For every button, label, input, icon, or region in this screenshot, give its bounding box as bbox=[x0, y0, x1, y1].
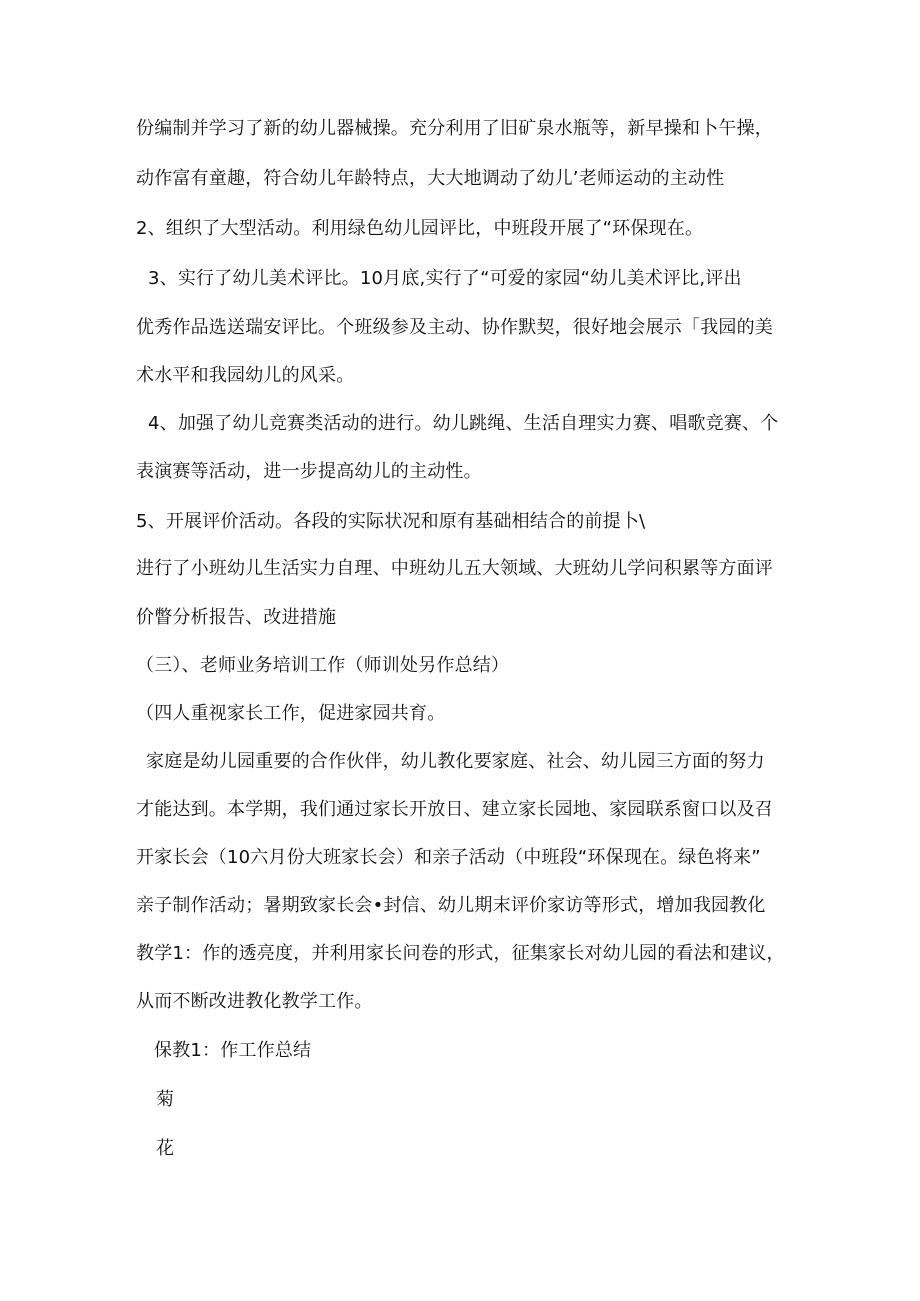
text-line: 家庭是幼儿园重要的合作伙伴，幼儿教化要家庭、社会、幼儿园三方面的努力 bbox=[146, 751, 765, 772]
text-line: 表演赛等活动，进一步提高幼儿的主动性。 bbox=[136, 461, 482, 482]
text-line: 进行了小班幼儿生活实力自理、中班幼儿五大领域、大班幼儿学问积累等方面评 bbox=[136, 558, 773, 579]
text-line: 价瞥分析报告、改进措施 bbox=[136, 607, 337, 628]
text-line: 从而不断改进教化教学工作。 bbox=[136, 991, 373, 1012]
text-line: 菊 bbox=[156, 1089, 175, 1110]
text-line: 才能达到。本学期，我们通过家长开放日、建立家长园地、家园联系窗口以及召 bbox=[136, 799, 773, 820]
text-line: 5、开展评价活动。各段的实际状况和原有基础相结合的前提卜\ bbox=[136, 511, 646, 532]
text-line: 4、加强了幼儿竞赛类活动的进行。幼儿跳绳、生活自理实力赛、唱歌竞赛、个 bbox=[148, 413, 779, 434]
text-line: （三）、老师业务培训工作（师训处另作总结） bbox=[136, 655, 510, 676]
text-line: 2、组织了大型活动。利用绿色幼儿园评比，中班段开展了“环保现在。 bbox=[136, 218, 704, 239]
text-line: 3、实行了幼儿美术评比。10月底,实行了“可爱的家园“幼儿美术评比,评出 bbox=[148, 268, 742, 289]
text-line: 开家长会（10六月份大班家长会）和亲子活动（中班段“环保现在。绿色将来” bbox=[136, 847, 761, 868]
text-line: 动作富有童趣，符合幼儿年龄特点，大大地调动了幼儿’老师运动的主动性 bbox=[136, 168, 725, 189]
text-line: 保教1：作工作总结 bbox=[154, 1040, 312, 1061]
text-line: （四人重视家长工作，促进家园共育。 bbox=[136, 703, 446, 724]
text-line: 教学1：作的透亮度，并利用家长问卷的形式，征集家长对幼儿园的看法和建议， bbox=[136, 943, 785, 964]
text-line: 优秀作品选送瑞安评比。个班级参及主动、协作默契，很好地会展示「我园的美 bbox=[136, 317, 773, 338]
text-line: 亲子制作活动；暑期致家长会•封信、幼儿期末评价家访等形式，增加我园教化 bbox=[136, 895, 766, 916]
text-line: 份编制并学习了新的幼儿器械操。充分利用了旧矿泉水瓶等，新早操和卜午操， bbox=[136, 118, 773, 139]
text-line: 术水平和我园幼儿的风采。 bbox=[136, 365, 355, 386]
text-line: 花 bbox=[156, 1138, 175, 1159]
